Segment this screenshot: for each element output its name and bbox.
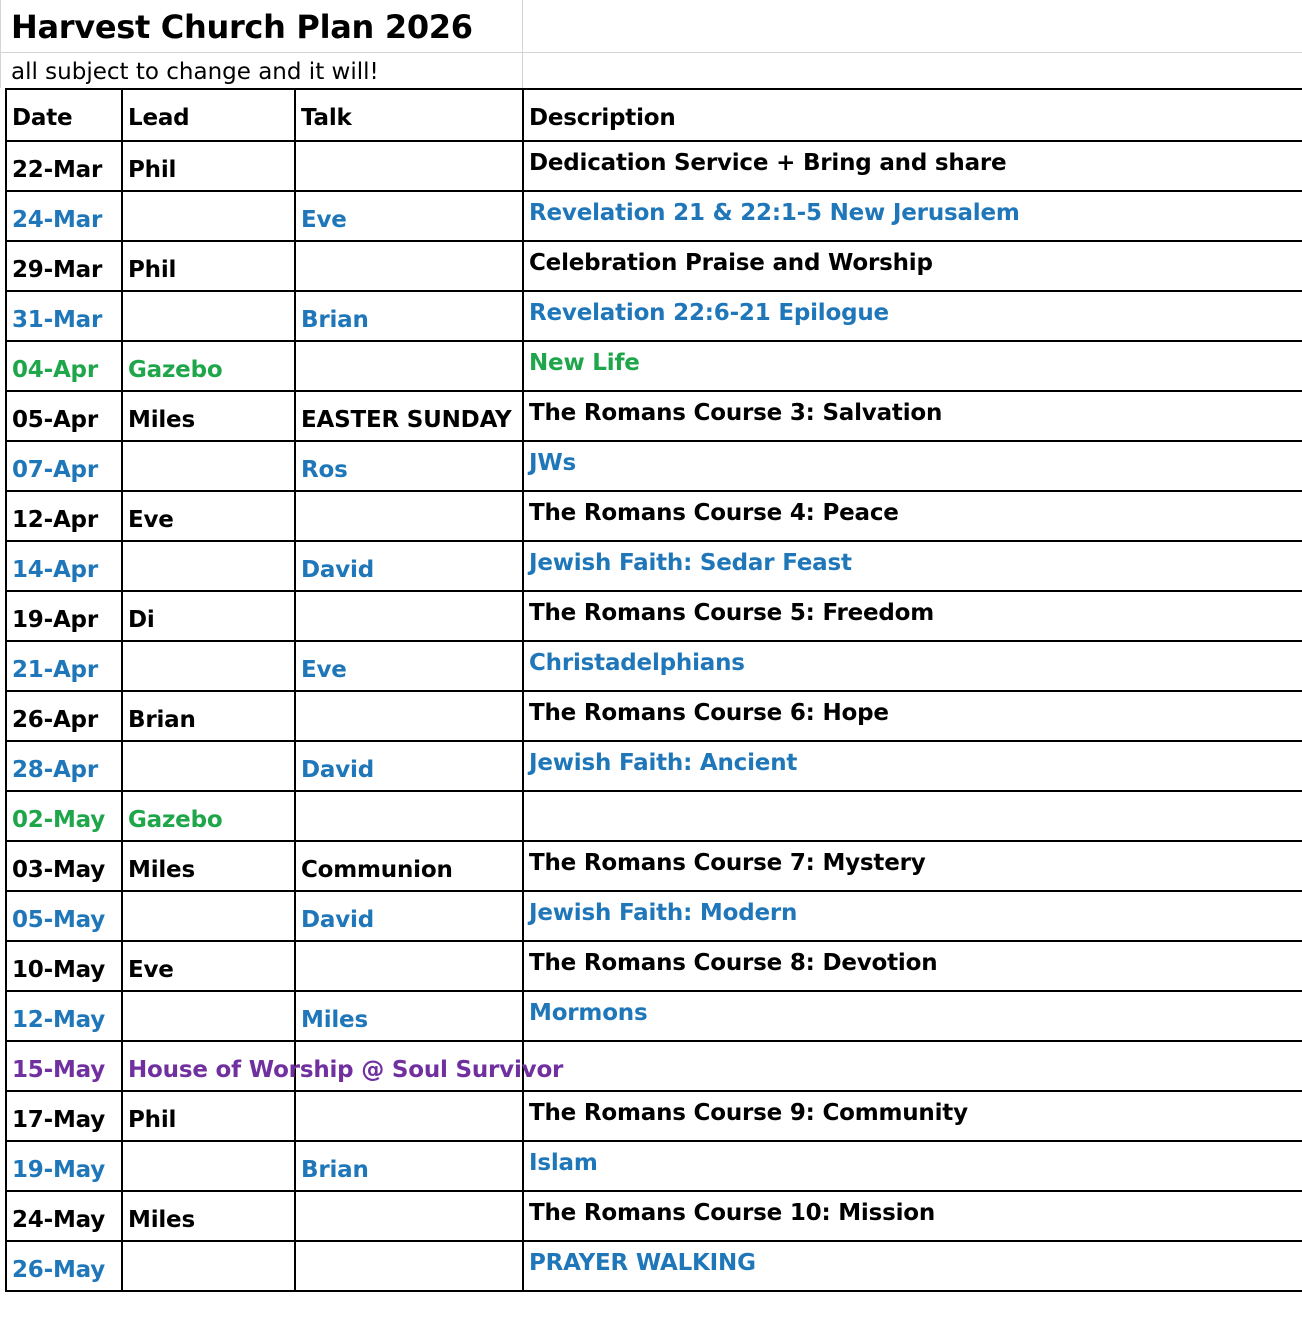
table-row	[6, 1141, 1302, 1191]
table-row	[6, 841, 1302, 891]
cell-description[interactable]: New Life	[523, 341, 1302, 391]
cell-lead[interactable]	[122, 891, 295, 941]
cell-date[interactable]: 02-May	[6, 791, 122, 841]
cell-date[interactable]: 12-May	[6, 991, 122, 1041]
table-row	[6, 691, 1302, 741]
table-row	[6, 541, 1302, 591]
cell-description[interactable]	[523, 791, 1302, 841]
cell-talk[interactable]	[295, 141, 523, 191]
cell-talk[interactable]: Brian	[295, 1141, 523, 1191]
cell-date[interactable]: 19-May	[6, 1141, 122, 1191]
cell-description[interactable]: Jewish Faith: Sedar Feast	[523, 541, 1302, 591]
subtitle-row	[0, 53, 1302, 88]
table-row	[6, 941, 1302, 991]
table-row	[6, 1241, 1302, 1291]
cell-lead[interactable]: Gazebo	[122, 341, 295, 391]
cell-description[interactable]: The Romans Course 5: Freedom	[523, 591, 1302, 641]
cell-date[interactable]: 05-May	[6, 891, 122, 941]
table-row	[6, 791, 1302, 841]
cell-talk[interactable]	[295, 1091, 523, 1141]
cell-lead[interactable]: Miles	[122, 391, 295, 441]
cell-description[interactable]: Dedication Service + Bring and share	[523, 141, 1302, 191]
header-lead[interactable]: Lead	[122, 89, 295, 141]
cell-talk[interactable]: David	[295, 891, 523, 941]
cell-talk[interactable]	[295, 941, 523, 991]
header-description[interactable]: Description	[523, 89, 1302, 141]
cell-date[interactable]: 24-Mar	[6, 191, 122, 241]
header-row	[6, 89, 1302, 141]
cell-date[interactable]: 15-May	[6, 1041, 122, 1091]
cell-talk[interactable]	[295, 691, 523, 741]
cell-lead[interactable]	[122, 441, 295, 491]
cell-date[interactable]: 29-Mar	[6, 241, 122, 291]
cell-talk[interactable]	[295, 1191, 523, 1241]
cell-description[interactable]: PRAYER WALKING	[523, 1241, 1302, 1291]
cell-lead[interactable]	[122, 291, 295, 341]
cell-lead[interactable]	[122, 191, 295, 241]
cell-date[interactable]: 14-Apr	[6, 541, 122, 591]
sheet-subtitle[interactable]: all subject to change and it will!	[11, 59, 379, 85]
cell-date[interactable]: 21-Apr	[6, 641, 122, 691]
cell-date[interactable]: 07-Apr	[6, 441, 122, 491]
cell-description[interactable]: The Romans Course 9: Community	[523, 1091, 1302, 1141]
cell-lead[interactable]	[122, 991, 295, 1041]
cell-lead[interactable]: Phil	[122, 141, 295, 191]
cell-description[interactable]: The Romans Course 8: Devotion	[523, 941, 1302, 991]
cell-lead[interactable]: Miles	[122, 841, 295, 891]
cell-description[interactable]: Christadelphians	[523, 641, 1302, 691]
table-row	[6, 391, 1302, 441]
cell-date[interactable]: 24-May	[6, 1191, 122, 1241]
table-row	[6, 191, 1302, 241]
title-row	[0, 0, 1302, 53]
cell-lead[interactable]	[122, 641, 295, 691]
cell-talk[interactable]: Ros	[295, 441, 523, 491]
table-row	[6, 241, 1302, 291]
cell-talk[interactable]: Communion	[295, 841, 523, 891]
table-row	[6, 441, 1302, 491]
cell-description[interactable]: The Romans Course 4: Peace	[523, 491, 1302, 541]
cell-date[interactable]: 17-May	[6, 1091, 122, 1141]
cell-description[interactable]: JWs	[523, 441, 1302, 491]
table-row	[6, 341, 1302, 391]
cell-description[interactable]: Islam	[523, 1141, 1302, 1191]
cell-date[interactable]: 28-Apr	[6, 741, 122, 791]
table-row	[6, 291, 1302, 341]
cell-talk[interactable]: Eve	[295, 191, 523, 241]
cell-date[interactable]: 05-Apr	[6, 391, 122, 441]
cell-talk[interactable]	[295, 341, 523, 391]
cell-lead[interactable]: Di	[122, 591, 295, 641]
plan-table	[5, 88, 1302, 1292]
cell-date[interactable]: 12-Apr	[6, 491, 122, 541]
cell-description[interactable]: Celebration Praise and Worship	[523, 241, 1302, 291]
table-row	[6, 1191, 1302, 1241]
cell-talk[interactable]	[295, 241, 523, 291]
cell-lead[interactable]: Miles	[122, 1191, 295, 1241]
cell-talk[interactable]: Miles	[295, 991, 523, 1041]
cell-date[interactable]: 19-Apr	[6, 591, 122, 641]
cell-description[interactable]	[523, 1041, 1302, 1091]
table-row	[6, 891, 1302, 941]
cell-description[interactable]: The Romans Course 6: Hope	[523, 691, 1302, 741]
table-row	[6, 1041, 1302, 1091]
cell-lead[interactable]	[122, 1241, 295, 1291]
cell-date[interactable]: 26-Apr	[6, 691, 122, 741]
cell-description[interactable]: Jewish Faith: Modern	[523, 891, 1302, 941]
cell-lead[interactable]: House of Worship @ Soul Survivor	[122, 1041, 295, 1091]
header-talk[interactable]: Talk	[295, 89, 523, 141]
cell-lead[interactable]: Phil	[122, 1091, 295, 1141]
cell-talk[interactable]: EASTER SUNDAY	[295, 391, 523, 441]
cell-date[interactable]: 26-May	[6, 1241, 122, 1291]
cell-description[interactable]: Revelation 21 & 22:1-5 New Jerusalem	[523, 191, 1302, 241]
cell-talk[interactable]	[295, 591, 523, 641]
table-row	[6, 641, 1302, 691]
header-date[interactable]: Date	[6, 89, 122, 141]
cell-description[interactable]: The Romans Course 7: Mystery	[523, 841, 1302, 891]
cell-date[interactable]: 22-Mar	[6, 141, 122, 191]
cell-talk[interactable]: Brian	[295, 291, 523, 341]
cell-talk[interactable]	[295, 491, 523, 541]
cell-talk[interactable]: David	[295, 541, 523, 591]
cell-lead[interactable]	[122, 541, 295, 591]
table-row	[6, 141, 1302, 191]
sheet-title[interactable]: Harvest Church Plan 2026	[11, 8, 473, 46]
cell-lead[interactable]	[122, 1141, 295, 1191]
cell-talk[interactable]: Eve	[295, 641, 523, 691]
cell-lead[interactable]: Phil	[122, 241, 295, 291]
cell-lead[interactable]: Brian	[122, 691, 295, 741]
cell-description[interactable]: Mormons	[523, 991, 1302, 1041]
cell-date[interactable]: 03-May	[6, 841, 122, 891]
table-row	[6, 741, 1302, 791]
cell-talk[interactable]: David	[295, 741, 523, 791]
table-row	[6, 1091, 1302, 1141]
cell-date[interactable]: 31-Mar	[6, 291, 122, 341]
cell-date[interactable]: 04-Apr	[6, 341, 122, 391]
cell-description[interactable]: Jewish Faith: Ancient	[523, 741, 1302, 791]
table-row	[6, 491, 1302, 541]
cell-lead[interactable]: Eve	[122, 941, 295, 991]
cell-description[interactable]: Revelation 22:6-21 Epilogue	[523, 291, 1302, 341]
cell-lead[interactable]	[122, 741, 295, 791]
cell-description[interactable]: The Romans Course 10: Mission	[523, 1191, 1302, 1241]
cell-date[interactable]: 10-May	[6, 941, 122, 991]
table-row	[6, 991, 1302, 1041]
cell-lead[interactable]: Gazebo	[122, 791, 295, 841]
cell-talk[interactable]	[295, 1241, 523, 1291]
cell-lead[interactable]: Eve	[122, 491, 295, 541]
cell-talk[interactable]	[295, 791, 523, 841]
cell-description[interactable]: The Romans Course 3: Salvation	[523, 391, 1302, 441]
table-row	[6, 591, 1302, 641]
